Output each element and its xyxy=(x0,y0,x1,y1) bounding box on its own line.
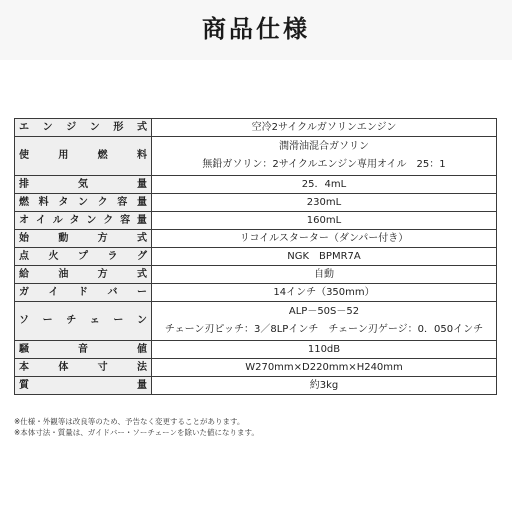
spec-row xyxy=(15,284,497,302)
spec-label-char: ド xyxy=(78,286,88,298)
spec-label-char: 量 xyxy=(137,379,147,391)
spec-label-char: ル xyxy=(52,214,63,226)
spec-value xyxy=(152,176,497,194)
spec-label-char: 燃 xyxy=(19,196,29,208)
spec-label-char: 動 xyxy=(58,232,69,244)
spec-label xyxy=(15,377,152,395)
spec-label xyxy=(15,341,152,359)
spec-label-char: バ xyxy=(107,286,118,298)
spec-label-char: ク xyxy=(97,196,108,208)
spec-label xyxy=(15,194,152,212)
spec-label-char: プ xyxy=(78,250,88,262)
spec-label-char: 油 xyxy=(58,268,69,280)
spec-value xyxy=(152,119,497,137)
spec-label-char: 方 xyxy=(97,232,108,244)
spec-label-text xyxy=(19,344,147,356)
spec-label-char: 容 xyxy=(120,214,131,226)
spec-label-char: 形 xyxy=(113,121,124,133)
spec-value xyxy=(152,230,497,248)
spec-label-char: 音 xyxy=(78,343,88,355)
spec-value-line: 110dB xyxy=(307,343,341,355)
spec-label-char: タ xyxy=(58,196,69,208)
spec-table xyxy=(14,118,497,395)
spec-label-text xyxy=(19,380,147,392)
spec-label-char: 本 xyxy=(19,361,29,373)
spec-row xyxy=(15,176,497,194)
spec-value xyxy=(152,194,497,212)
spec-label-char: ガ xyxy=(19,286,29,298)
spec-value-line: チェーン刃ピッチ：3／8LPインチ チェーン刃ゲージ：0．050インチ xyxy=(164,324,484,335)
spec-label xyxy=(15,302,152,341)
spec-label-char: 量 xyxy=(136,196,147,208)
spec-label-char: 給 xyxy=(19,268,29,280)
spec-label-char: エ xyxy=(19,121,29,133)
spec-label-char: 騒 xyxy=(19,343,29,355)
spec-label-char: ン xyxy=(86,214,97,226)
spec-row xyxy=(15,266,497,284)
spec-label-char: ェ xyxy=(89,315,100,326)
spec-label-char: ー xyxy=(113,315,124,326)
spec-row xyxy=(15,341,497,359)
spec-label-char: 料 xyxy=(38,196,49,208)
spec-row xyxy=(15,359,497,377)
spec-label-char: 式 xyxy=(136,268,147,280)
spec-row xyxy=(15,248,497,266)
spec-value-line: NGK BPMR7A xyxy=(287,250,361,262)
spec-row xyxy=(15,230,497,248)
spec-row xyxy=(15,212,497,230)
spec-value xyxy=(152,137,497,176)
spec-row xyxy=(15,194,497,212)
spec-label xyxy=(15,212,152,230)
spec-value xyxy=(152,377,497,395)
spec-label-char: イ xyxy=(35,214,46,226)
spec-value xyxy=(152,284,497,302)
spec-value-line: 自動 xyxy=(314,268,334,280)
spec-row xyxy=(15,137,497,176)
spec-value-line: 230mL xyxy=(306,196,342,208)
page-title: 商品仕様 xyxy=(202,15,310,43)
spec-label-char: 寸 xyxy=(97,361,108,373)
spec-label-char: 排 xyxy=(19,178,29,190)
spec-label-char: 料 xyxy=(136,150,147,161)
spec-label-char: イ xyxy=(48,286,59,298)
spec-label-char: 質 xyxy=(19,379,29,391)
spec-label-char: 式 xyxy=(136,232,147,244)
spec-value-line: ALP－50S－52 xyxy=(288,306,360,317)
spec-label-char: チ xyxy=(66,315,77,326)
spec-label xyxy=(15,230,152,248)
spec-label-char: ン xyxy=(42,121,53,133)
spec-label xyxy=(15,359,152,377)
spec-row xyxy=(15,119,497,137)
spec-label-char: ク xyxy=(103,214,114,226)
spec-label-text xyxy=(19,287,147,299)
spec-label xyxy=(15,248,152,266)
spec-label-char: ー xyxy=(137,286,147,298)
spec-row xyxy=(15,302,497,341)
spec-label-char: 量 xyxy=(137,178,147,190)
spec-label-char: 式 xyxy=(136,121,147,133)
spec-value-line: 160mL xyxy=(306,214,342,226)
spec-label-text xyxy=(19,315,147,327)
spec-label-text xyxy=(19,179,147,191)
spec-label-char: ジ xyxy=(66,121,77,133)
spec-label-char: ン xyxy=(136,315,147,326)
notes xyxy=(14,416,504,438)
spec-label-char: ー xyxy=(42,315,53,326)
spec-value xyxy=(152,266,497,284)
spec-label xyxy=(15,137,152,176)
spec-value xyxy=(152,212,497,230)
spec-label-text xyxy=(19,362,147,374)
spec-label-text xyxy=(19,215,147,227)
spec-value-line: 25．4mL xyxy=(301,178,347,190)
spec-label-char: 燃 xyxy=(97,150,108,161)
spec-label-text xyxy=(19,233,147,245)
spec-label xyxy=(15,176,152,194)
spec-label-text xyxy=(19,150,147,162)
spec-table-body xyxy=(15,119,497,395)
spec-label-text xyxy=(19,122,147,134)
spec-label-char: 点 xyxy=(19,250,29,262)
spec-value-line: 空冷2サイクルガソリンエンジン xyxy=(251,121,397,133)
spec-value-line: 約3kg xyxy=(309,379,339,391)
spec-label-text xyxy=(19,197,147,209)
spec-label-text xyxy=(19,251,147,263)
spec-value xyxy=(152,302,497,341)
note-line: ※本体寸法・質量は、ガイドバー・ソーチェーンを除いた値になります。 xyxy=(14,428,259,437)
spec-label-char: 容 xyxy=(117,196,128,208)
spec-label-char: ン xyxy=(89,121,100,133)
spec-label-char: ン xyxy=(77,196,88,208)
spec-value-line: 潤滑油混合ガソリン xyxy=(279,141,369,152)
spec-label xyxy=(15,266,152,284)
spec-label-char: ソ xyxy=(19,315,29,326)
spec-label-char: 量 xyxy=(136,214,147,226)
spec-label-char: ラ xyxy=(107,250,118,262)
spec-row xyxy=(15,377,497,395)
spec-label-char: 体 xyxy=(58,361,69,373)
spec-value-line: 無鉛ガソリン：2サイクルエンジン専用オイル 25：1 xyxy=(202,159,446,170)
spec-label xyxy=(15,119,152,137)
spec-label-char: タ xyxy=(69,214,80,226)
spec-value-line: W270mm×D220mm×H240mm xyxy=(245,361,403,373)
spec-label-char: 始 xyxy=(19,232,29,244)
note-line: ※仕様・外観等は改良等のため、予告なく変更することがあります。 xyxy=(14,417,245,426)
spec-value xyxy=(152,341,497,359)
spec-label-char: 火 xyxy=(48,250,59,262)
spec-label-char: 値 xyxy=(137,343,147,355)
spec-label-char: 使 xyxy=(19,150,29,161)
spec-label-char: オ xyxy=(19,214,29,226)
spec-label-text xyxy=(19,269,147,281)
spec-value-line: リコイルスターター（ダンパー付き） xyxy=(239,232,409,244)
spec-value xyxy=(152,248,497,266)
spec-label xyxy=(15,284,152,302)
spec-label-char: 用 xyxy=(58,150,69,161)
spec-label-char: 気 xyxy=(78,178,88,190)
spec-label-char: 方 xyxy=(97,268,108,280)
spec-value-line: 14インチ（350mm） xyxy=(273,286,375,298)
spec-label-char: 法 xyxy=(136,361,147,373)
spec-label-char: グ xyxy=(137,250,147,262)
spec-value xyxy=(152,359,497,377)
